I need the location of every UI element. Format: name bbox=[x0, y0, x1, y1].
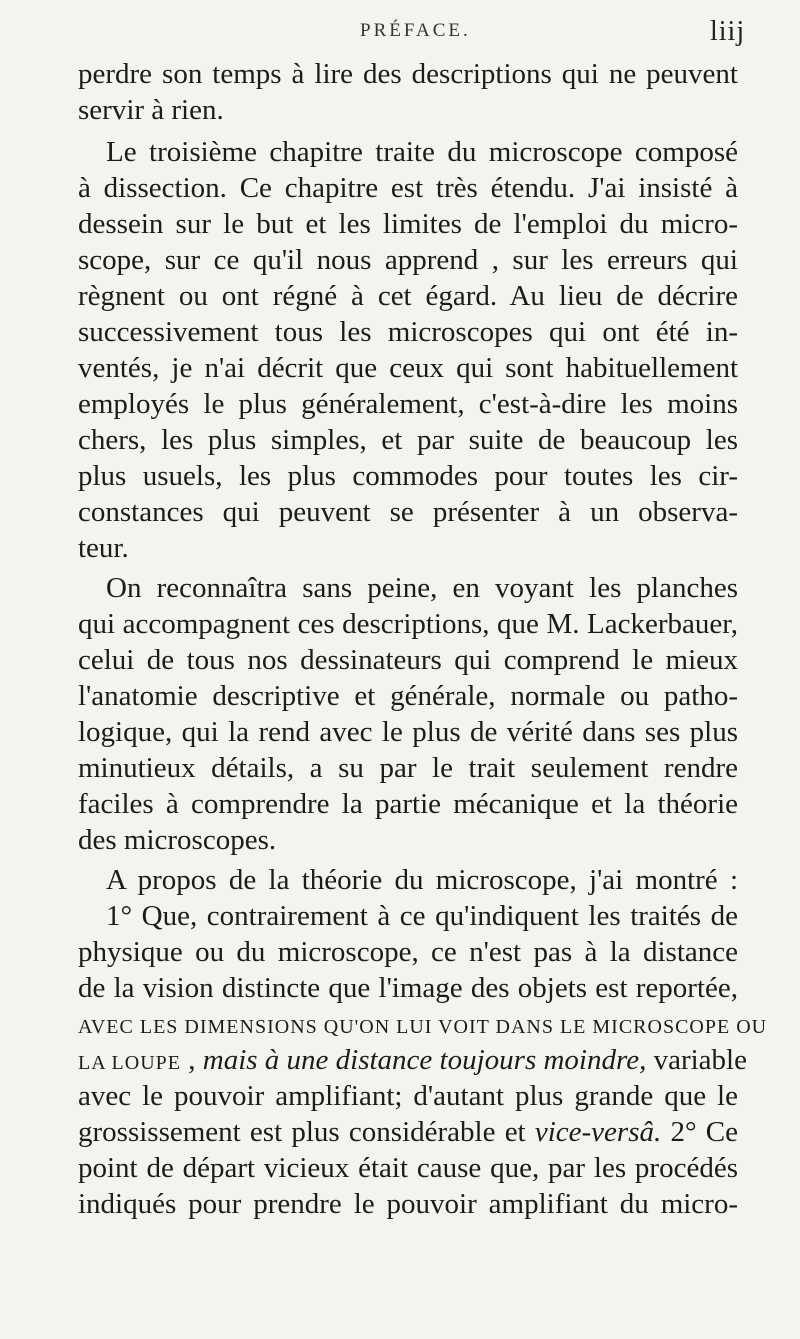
text-line bbox=[78, 1150, 738, 1186]
line-segment: scope, sur ce qu'il nous apprend , sur les erreurs qui bbox=[78, 244, 738, 276]
line-segment: règnent ou ont régné à cet égard. Au lieu de décrire bbox=[78, 280, 738, 312]
line-segment: teur. bbox=[78, 532, 129, 564]
text-line bbox=[78, 1114, 738, 1150]
text-line bbox=[78, 678, 738, 714]
text-line bbox=[78, 1042, 747, 1078]
text-line bbox=[78, 386, 738, 422]
line-segment: On reconnaîtra sans peine, en voyant les planches bbox=[106, 572, 738, 604]
text-line bbox=[78, 606, 738, 642]
line-segment: 2° Ce bbox=[661, 1116, 738, 1148]
text-line bbox=[78, 714, 738, 750]
line-segment: AVEC LES DIMENSIONS QU'ON LUI VOIT DANS LE MICROSCOPE OU bbox=[78, 1016, 768, 1038]
page-number: liij bbox=[710, 16, 746, 47]
text-line bbox=[78, 278, 738, 314]
line-segment: minutieux détails, a su par le trait seulement rendre bbox=[78, 752, 738, 784]
line-segment: point de départ vicieux était cause que, par les procédés bbox=[78, 1152, 738, 1184]
line-segment: plus usuels, les plus commodes pour toutes les cir- bbox=[78, 460, 738, 492]
text-line bbox=[78, 970, 738, 1006]
text-line bbox=[78, 642, 738, 678]
text-line bbox=[78, 206, 738, 242]
text-line bbox=[78, 1078, 738, 1114]
line-segment: successivement tous les microscopes qui ont été in- bbox=[78, 316, 738, 348]
line-segment: avec le pouvoir amplifiant; d'autant plus grande que le bbox=[78, 1080, 738, 1112]
line-segment: logique, qui la rend avec le plus de vérité dans ses plus bbox=[78, 716, 738, 748]
line-segment: celui de tous nos dessinateurs qui comprend le mieux bbox=[78, 644, 738, 676]
text-line bbox=[78, 458, 738, 494]
text-line bbox=[78, 350, 738, 386]
text-line bbox=[106, 862, 738, 898]
line-segment: chers, les plus simples, et par suite de beaucoup les bbox=[78, 424, 738, 456]
text-line bbox=[78, 170, 738, 206]
line-segment: physique ou du microscope, ce n'est pas à la distance bbox=[78, 936, 738, 968]
text-line bbox=[78, 750, 738, 786]
running-head bbox=[0, 16, 800, 46]
line-segment: employés le plus généralement, c'est-à-dire les moins bbox=[78, 388, 738, 420]
text-line bbox=[106, 570, 738, 606]
text-line bbox=[78, 422, 738, 458]
line-segment: 1° Que, contrairement à ce qu'indiquent les traités de bbox=[106, 900, 738, 932]
line-segment: servir à rien. bbox=[78, 94, 224, 126]
text-line bbox=[78, 934, 738, 970]
text-line bbox=[78, 530, 738, 566]
line-segment: constances qui peuvent se présenter à un observa- bbox=[78, 496, 738, 528]
line-segment: des microscopes. bbox=[78, 824, 277, 856]
line-segment: dessein sur le but et les limites de l'emploi du micro- bbox=[78, 208, 738, 240]
line-segment: Le troisième chapitre traite du microscope composé bbox=[106, 136, 738, 168]
text-line bbox=[78, 1186, 738, 1222]
line-segment: qui accompagnent ces descriptions, que M. Lackerbauer, bbox=[78, 608, 738, 640]
text-line bbox=[78, 92, 738, 128]
text-line bbox=[78, 242, 738, 278]
line-segment: mais à une distance toujours moindre, bbox=[202, 1044, 647, 1076]
line-segment: perdre son temps à lire des descriptions qui ne peuvent bbox=[78, 58, 738, 90]
text-line bbox=[78, 822, 738, 858]
text-line bbox=[106, 898, 738, 934]
line-segment: faciles à comprendre la partie mécanique et la théorie bbox=[78, 788, 738, 820]
text-line bbox=[78, 1006, 768, 1042]
text-line bbox=[78, 494, 738, 530]
line-segment: indiqués pour prendre le pouvoir amplifiant du micro- bbox=[78, 1188, 738, 1220]
text-line bbox=[78, 786, 738, 822]
line-segment: LA LOUPE bbox=[78, 1052, 181, 1074]
line-segment: , bbox=[181, 1044, 203, 1076]
line-segment: variable bbox=[646, 1044, 747, 1076]
line-segment: grossissement est plus considérable et bbox=[78, 1116, 535, 1148]
running-head-title: PRÉFACE. bbox=[360, 20, 471, 41]
text-line bbox=[78, 314, 738, 350]
text-line bbox=[106, 134, 738, 170]
line-segment: à dissection. Ce chapitre est très étendu. J'ai insisté à bbox=[78, 172, 738, 204]
line-segment: A propos de la théorie du microscope, j'ai montré : bbox=[106, 864, 738, 896]
line-segment: ventés, je n'ai décrit que ceux qui sont habituellement bbox=[78, 352, 738, 384]
line-segment: l'anatomie descriptive et générale, normale ou patho- bbox=[78, 680, 738, 712]
line-segment: de la vision distincte que l'image des objets est reportée, bbox=[78, 972, 738, 1004]
text-line bbox=[78, 56, 738, 92]
line-segment: vice-versâ. bbox=[534, 1116, 662, 1148]
